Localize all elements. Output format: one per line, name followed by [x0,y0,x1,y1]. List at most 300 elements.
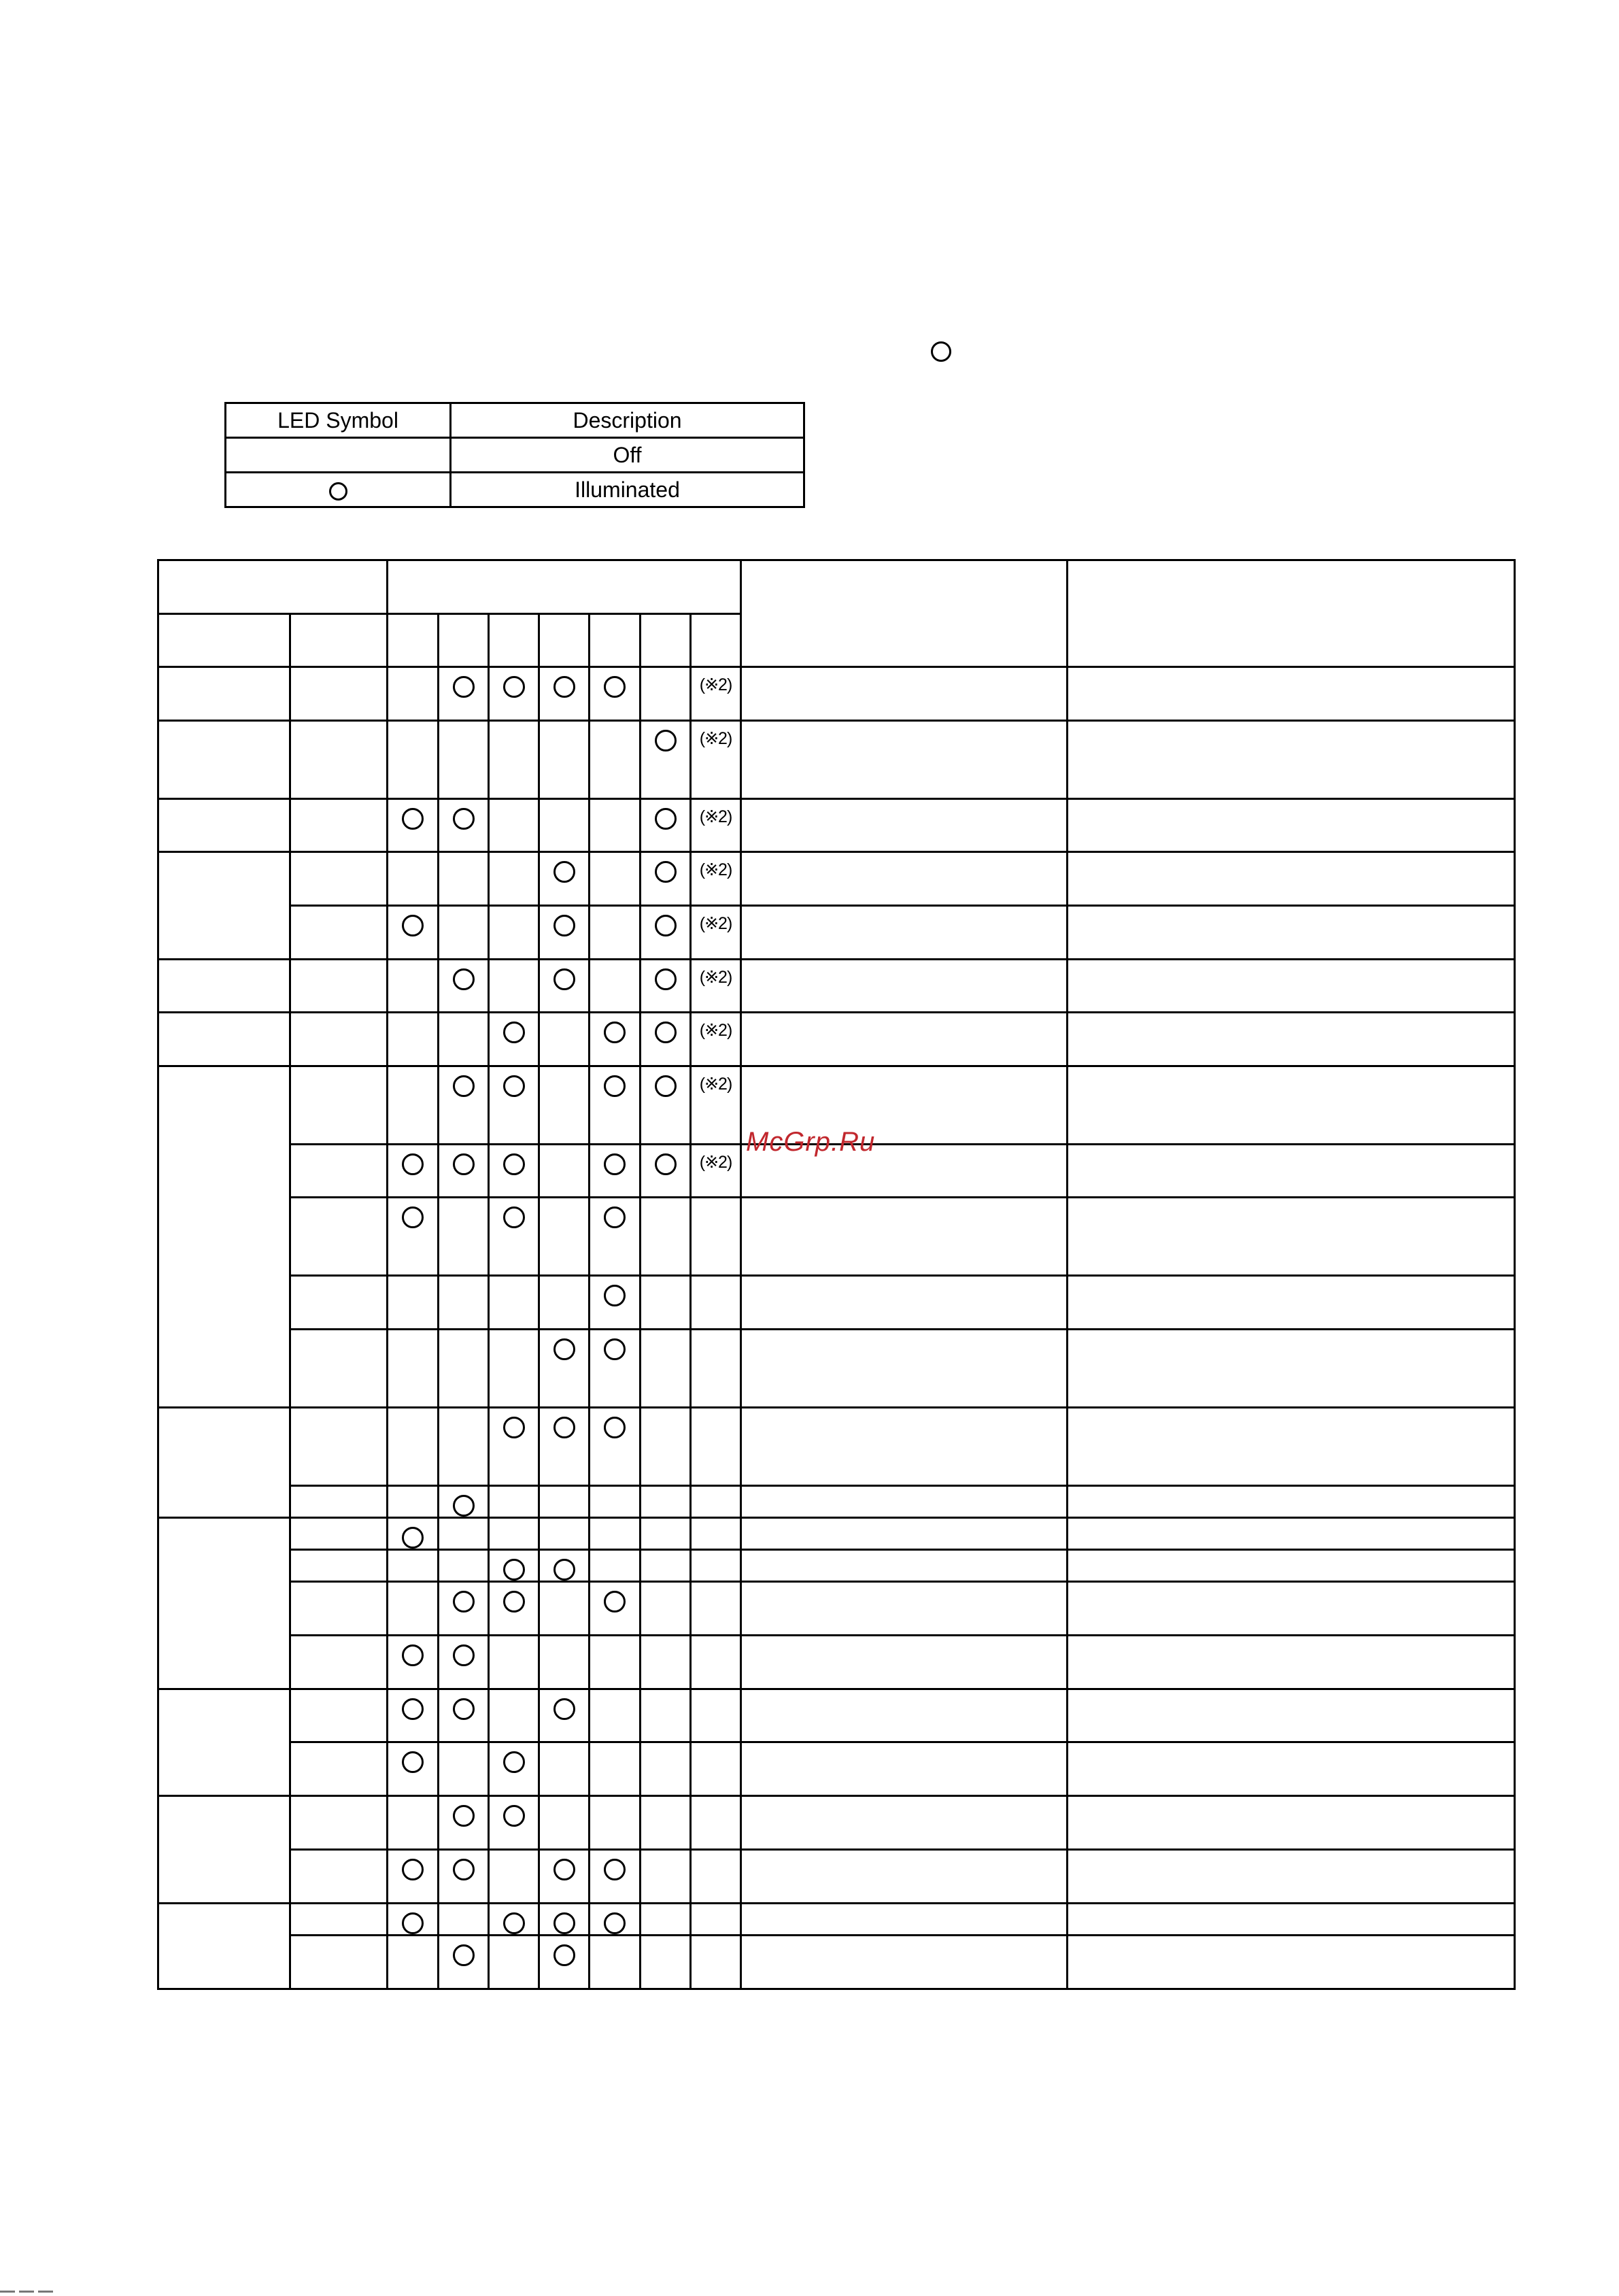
subgroup-cell [290,852,388,906]
circle-icon [604,1285,626,1306]
led-cell-6 [641,1066,691,1145]
led-cell-5 [590,1636,641,1689]
note-label: (※2) [699,914,732,933]
circle-icon [503,1075,525,1097]
led-cell-2 [439,1636,489,1689]
circle-icon [553,676,575,698]
circle-icon [402,808,424,830]
table-row [158,1636,1515,1689]
note-cell [691,1936,741,1989]
led-cell-2 [439,1689,489,1742]
condition-cell [741,1742,1068,1796]
led-cell-4 [539,799,590,852]
led-cell-4 [539,1198,590,1276]
action-cell [1068,1408,1515,1486]
led-cell-4 [539,1636,590,1689]
condition-cell [741,1582,1068,1636]
led-cell-5 [590,1742,641,1796]
condition-cell [741,1550,1068,1582]
group-cell [158,1013,290,1066]
led-cell-4 [539,1486,590,1518]
subgroup-cell [290,799,388,852]
condition-cell [741,1276,1068,1330]
led-cell-6 [641,1198,691,1276]
table-row [158,1689,1515,1742]
led-cell-2 [439,1742,489,1796]
led-cell-6 [641,1850,691,1904]
circle-icon [655,808,677,830]
circle-icon [604,1022,626,1043]
legend-description-off: Off [451,438,804,473]
note-cell [691,1796,741,1850]
led-cell-3 [489,1408,539,1486]
group-cell [158,1796,290,1904]
led-cell-5 [590,1936,641,1989]
table-row [158,1013,1515,1066]
circle-icon [655,1075,677,1097]
led-cell-4 [539,1276,590,1330]
led-cell-3 [489,1850,539,1904]
header-cell [741,560,1068,667]
table-row [158,852,1515,906]
note-label: (※2) [699,1153,732,1172]
led-cell-5 [590,721,641,799]
circle-icon [402,1527,424,1549]
circle-icon [655,915,677,936]
group-cell [158,667,290,721]
condition-cell [741,1518,1068,1550]
note-cell [691,906,741,960]
table-row [158,1904,1515,1936]
condition-cell [741,1689,1068,1742]
led-cell-6 [641,1936,691,1989]
header-led-col [539,614,590,667]
led-cell-1 [388,852,439,906]
circle-icon [453,1944,475,1966]
led-cell-2 [439,960,489,1013]
group-cell [158,1066,290,1408]
action-cell [1068,721,1515,799]
note-cell [691,721,741,799]
action-cell [1068,1850,1515,1904]
led-cell-6 [641,1550,691,1582]
led-cell-3 [489,1936,539,1989]
led-cell-4 [539,721,590,799]
table-row [158,721,1515,799]
legend-header-description: Description [451,403,804,438]
led-cell-4 [539,906,590,960]
circle-icon [604,1153,626,1175]
circle-icon [453,1805,475,1827]
note-cell [691,1742,741,1796]
led-cell-5 [590,1486,641,1518]
condition-cell [741,667,1068,721]
note-cell [691,1145,741,1198]
condition-cell [741,1796,1068,1850]
led-cell-4 [539,1582,590,1636]
led-cell-3 [489,1742,539,1796]
circle-icon [453,676,475,698]
led-cell-2 [439,1330,489,1408]
note-label: (※2) [699,729,732,748]
subgroup-cell [290,1636,388,1689]
circle-icon [402,1644,424,1666]
led-cell-5 [590,1408,641,1486]
header-cell [1068,560,1515,667]
action-cell [1068,1066,1515,1145]
led-cell-5 [590,852,641,906]
led-cell-2 [439,1936,489,1989]
led-cell-1 [388,1936,439,1989]
action-cell [1068,799,1515,852]
led-cell-6 [641,1145,691,1198]
group-cell [158,960,290,1013]
note-label: (※2) [699,1021,732,1040]
circle-icon [453,1698,475,1720]
table-row [158,1330,1515,1408]
circle-icon [503,1805,525,1827]
led-cell-4 [539,667,590,721]
led-cell-6 [641,1636,691,1689]
led-cell-6 [641,667,691,721]
note-cell [691,799,741,852]
subgroup-cell [290,667,388,721]
led-cell-6 [641,1742,691,1796]
led-cell-4 [539,1904,590,1936]
led-cell-5 [590,1518,641,1550]
led-cell-5 [590,667,641,721]
table-row [158,906,1515,960]
header-led-col [439,614,489,667]
led-cell-4 [539,1013,590,1066]
led-cell-2 [439,1550,489,1582]
circle-icon [503,1206,525,1228]
led-cell-6 [641,1276,691,1330]
led-cell-1 [388,1636,439,1689]
subgroup-cell [290,1013,388,1066]
action-cell [1068,1636,1515,1689]
note-cell [691,1198,741,1276]
led-cell-3 [489,1276,539,1330]
table-row [158,667,1515,721]
circle-icon [604,676,626,698]
led-cell-6 [641,960,691,1013]
led-cell-2 [439,799,489,852]
table-row [158,1936,1515,1989]
note-cell [691,1013,741,1066]
circle-icon [604,1075,626,1097]
action-cell [1068,960,1515,1013]
subgroup-cell [290,1145,388,1198]
led-cell-5 [590,799,641,852]
table-row [158,960,1515,1013]
led-cell-1 [388,1582,439,1636]
table-row [158,1486,1515,1518]
header-led-group [388,560,741,614]
legend-symbol-illuminated [226,473,451,507]
note-cell [691,1276,741,1330]
action-cell [1068,1276,1515,1330]
subgroup-cell [290,1689,388,1742]
table-row [158,1850,1515,1904]
header-cell [290,614,388,667]
action-cell [1068,1518,1515,1550]
led-cell-3 [489,1486,539,1518]
led-cell-1 [388,1689,439,1742]
condition-cell [741,1850,1068,1904]
action-cell [1068,1145,1515,1198]
group-cell [158,799,290,852]
action-cell [1068,1936,1515,1989]
led-cell-6 [641,1904,691,1936]
led-cell-1 [388,1145,439,1198]
led-cell-2 [439,852,489,906]
circle-icon [402,1153,424,1175]
circle-icon [503,1912,525,1934]
led-cell-5 [590,960,641,1013]
action-cell [1068,906,1515,960]
group-cell [158,1904,290,1989]
led-cell-6 [641,1486,691,1518]
led-cell-1 [388,1066,439,1145]
subgroup-cell [290,1518,388,1550]
circle-icon [503,1751,525,1773]
led-cell-6 [641,1518,691,1550]
led-cell-3 [489,906,539,960]
group-cell [158,1408,290,1518]
legend-table [224,402,805,508]
note-cell [691,667,741,721]
action-cell [1068,667,1515,721]
circle-icon [453,1495,475,1517]
circle-icon [553,968,575,990]
led-cell-6 [641,1013,691,1066]
led-cell-1 [388,721,439,799]
condition-cell [741,799,1068,852]
subgroup-cell [290,1066,388,1145]
circle-icon [931,341,951,362]
led-cell-1 [388,1850,439,1904]
led-cell-4 [539,1850,590,1904]
condition-cell [741,1904,1068,1936]
header-led-col [691,614,741,667]
subgroup-cell [290,1796,388,1850]
subgroup-cell [290,1276,388,1330]
condition-cell [741,852,1068,906]
led-cell-3 [489,960,539,1013]
table-row [158,1796,1515,1850]
note-cell [691,960,741,1013]
led-cell-3 [489,667,539,721]
led-cell-3 [489,1636,539,1689]
note-cell [691,1550,741,1582]
led-cell-2 [439,1408,489,1486]
led-cell-4 [539,1518,590,1550]
group-cell [158,721,290,799]
note-cell [691,1486,741,1518]
note-label: (※2) [699,968,732,987]
circle-icon [503,1153,525,1175]
led-cell-2 [439,721,489,799]
circle-icon [402,1751,424,1773]
table-row [158,1742,1515,1796]
led-cell-5 [590,1198,641,1276]
led-cell-5 [590,1689,641,1742]
led-cell-3 [489,799,539,852]
action-cell [1068,1582,1515,1636]
circle-icon [503,1591,525,1613]
led-cell-1 [388,1013,439,1066]
led-cell-3 [489,1518,539,1550]
led-status-table [157,559,1516,1990]
led-cell-4 [539,1550,590,1582]
circle-icon [453,1644,475,1666]
action-cell [1068,1330,1515,1408]
subgroup-cell [290,1742,388,1796]
led-cell-5 [590,1582,641,1636]
led-cell-6 [641,852,691,906]
led-cell-4 [539,1689,590,1742]
action-cell [1068,1013,1515,1066]
led-cell-2 [439,1145,489,1198]
circle-icon [553,1338,575,1360]
led-cell-3 [489,1550,539,1582]
led-cell-4 [539,1330,590,1408]
circle-icon [453,968,475,990]
subgroup-cell [290,721,388,799]
note-cell [691,1904,741,1936]
led-cell-2 [439,1013,489,1066]
led-cell-3 [489,1013,539,1066]
action-cell [1068,1742,1515,1796]
led-cell-3 [489,1066,539,1145]
led-cell-2 [439,1486,489,1518]
note-cell [691,1330,741,1408]
header-cell [158,560,388,614]
led-cell-3 [489,1198,539,1276]
led-cell-1 [388,1904,439,1936]
table-row [158,1582,1515,1636]
subgroup-cell [290,960,388,1013]
led-cell-2 [439,1276,489,1330]
subgroup-cell [290,1936,388,1989]
led-cell-2 [439,1796,489,1850]
table-row [158,1550,1515,1582]
note-label: (※2) [699,1075,732,1094]
led-cell-3 [489,721,539,799]
legend-row-off [226,438,804,473]
circle-icon [604,1417,626,1438]
led-cell-2 [439,667,489,721]
led-cell-5 [590,1550,641,1582]
circle-icon [553,915,575,936]
table-row [158,1518,1515,1550]
legend-symbol-off [226,438,451,473]
table-row [158,1276,1515,1330]
subgroup-cell [290,1904,388,1936]
condition-cell [741,1198,1068,1276]
condition-cell [741,721,1068,799]
circle-icon [453,808,475,830]
circle-icon [453,1153,475,1175]
circle-icon [553,861,575,883]
circle-icon [503,676,525,698]
group-cell [158,1518,290,1689]
led-cell-5 [590,1066,641,1145]
circle-icon [655,861,677,883]
circle-icon [402,1206,424,1228]
led-cell-4 [539,1066,590,1145]
led-cell-1 [388,1330,439,1408]
header-led-col [388,614,439,667]
action-cell [1068,1796,1515,1850]
circle-icon [553,1417,575,1438]
note-cell [691,1518,741,1550]
action-cell [1068,1486,1515,1518]
led-cell-1 [388,906,439,960]
action-cell [1068,1904,1515,1936]
action-cell [1068,852,1515,906]
circle-icon [503,1417,525,1438]
led-cell-3 [489,1145,539,1198]
led-cell-2 [439,1066,489,1145]
note-cell [691,852,741,906]
led-cell-4 [539,960,590,1013]
action-cell [1068,1198,1515,1276]
note-cell [691,1850,741,1904]
led-cell-6 [641,1408,691,1486]
condition-cell [741,1408,1068,1486]
note-cell [691,1636,741,1689]
led-cell-5 [590,1276,641,1330]
condition-cell [741,906,1068,960]
led-cell-1 [388,960,439,1013]
led-cell-6 [641,906,691,960]
subgroup-cell [290,1582,388,1636]
circle-icon [402,1859,424,1880]
circle-icon [655,730,677,752]
circle-icon [402,1912,424,1934]
condition-cell [741,960,1068,1013]
circle-icon [453,1859,475,1880]
note-cell [691,1582,741,1636]
circle-icon [604,1591,626,1613]
led-cell-2 [439,906,489,960]
subgroup-cell [290,1330,388,1408]
note-label: (※2) [699,860,732,879]
group-cell [158,1689,290,1796]
circle-icon [604,1338,626,1360]
header-led-col [489,614,539,667]
legend-description-illuminated: Illuminated [451,473,804,507]
led-cell-3 [489,1796,539,1850]
led-cell-1 [388,1518,439,1550]
action-cell [1068,1550,1515,1582]
led-cell-1 [388,799,439,852]
note-label: (※2) [699,807,732,826]
led-cell-2 [439,1850,489,1904]
led-cell-1 [388,1198,439,1276]
circle-icon [553,1559,575,1581]
circle-icon [402,1698,424,1720]
header-cell [158,614,290,667]
circle-icon [655,968,677,990]
led-cell-1 [388,1486,439,1518]
circle-icon [453,1591,475,1613]
led-cell-1 [388,1796,439,1850]
legend-header-symbol: LED Symbol [226,403,451,438]
subgroup-cell [290,1408,388,1486]
